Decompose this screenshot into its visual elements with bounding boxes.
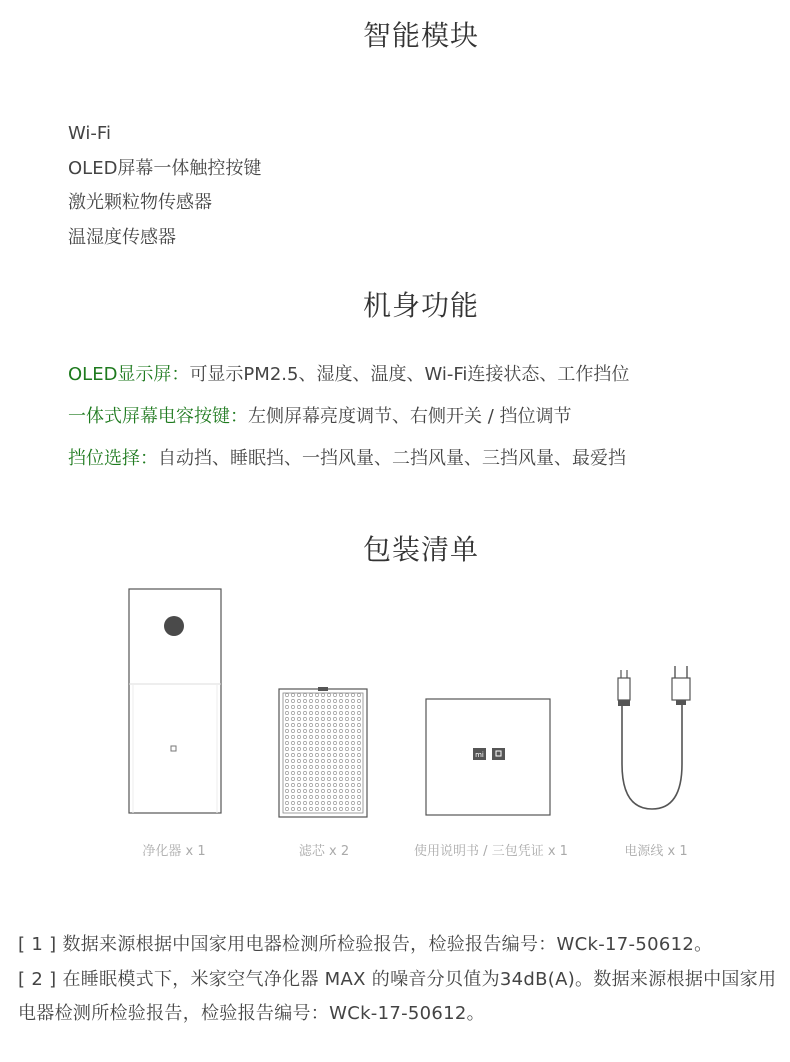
feature-row [68,360,629,402]
module-item: Wi-Fi [68,123,111,144]
footnotes [18,928,783,1032]
package-heading: 包装清单 [362,533,479,566]
module-item: 温湿度传感器 [68,226,176,248]
modules-list [68,117,261,255]
filter-icon [278,686,370,820]
package-caption: 使用说明书 / 三包凭证 x 1 [414,844,568,859]
package-caption: 电源线 x 1 [624,844,688,859]
package-caption: 滤芯 x 2 [298,844,350,859]
package-caption: 净化器 x 1 [142,844,206,859]
feature-key: 一体式屏幕电容按键： [68,406,248,427]
power-cord-icon [612,664,702,814]
features-list [68,360,629,486]
feature-row [68,402,629,444]
footnote: [ 1 ] 数据来源根据中国家用电器检测所检验报告，检验报告编号：WCk-17-50612。 [18,934,713,955]
package-contents [0,580,790,870]
feature-key: 挡位选择： [68,448,158,469]
features-heading: 机身功能 [362,289,479,322]
feature-value: 左侧屏幕亮度调节、右侧开关 / 挡位调节 [248,406,572,427]
module-item: OLED屏幕一体触控按键 [68,157,262,179]
feature-row [68,444,629,486]
feature-key: OLED显示屏： [68,364,190,385]
module-item: 激光颗粒物传感器 [68,192,212,213]
purifier-icon [128,588,224,816]
manual-icon [425,698,553,818]
manual-logo-text: mi [475,751,484,759]
feature-value: 自动挡、睡眠挡、一挡风量、二挡风量、三挡风量、最爱挡 [158,448,626,469]
modules-heading: 智能模块 [362,19,479,52]
feature-value: 可显示PM2.5、湿度、温度、Wi-Fi连接状态、工作挡位 [189,364,630,385]
footnote: [ 2 ] 在睡眠模式下，米家空气净化器 MAX 的噪音分贝值为34dB(A)。数据来源根据中国家用电器检测所检验报告，检验报告编号：WCk-17-50612。 [18,968,777,1024]
